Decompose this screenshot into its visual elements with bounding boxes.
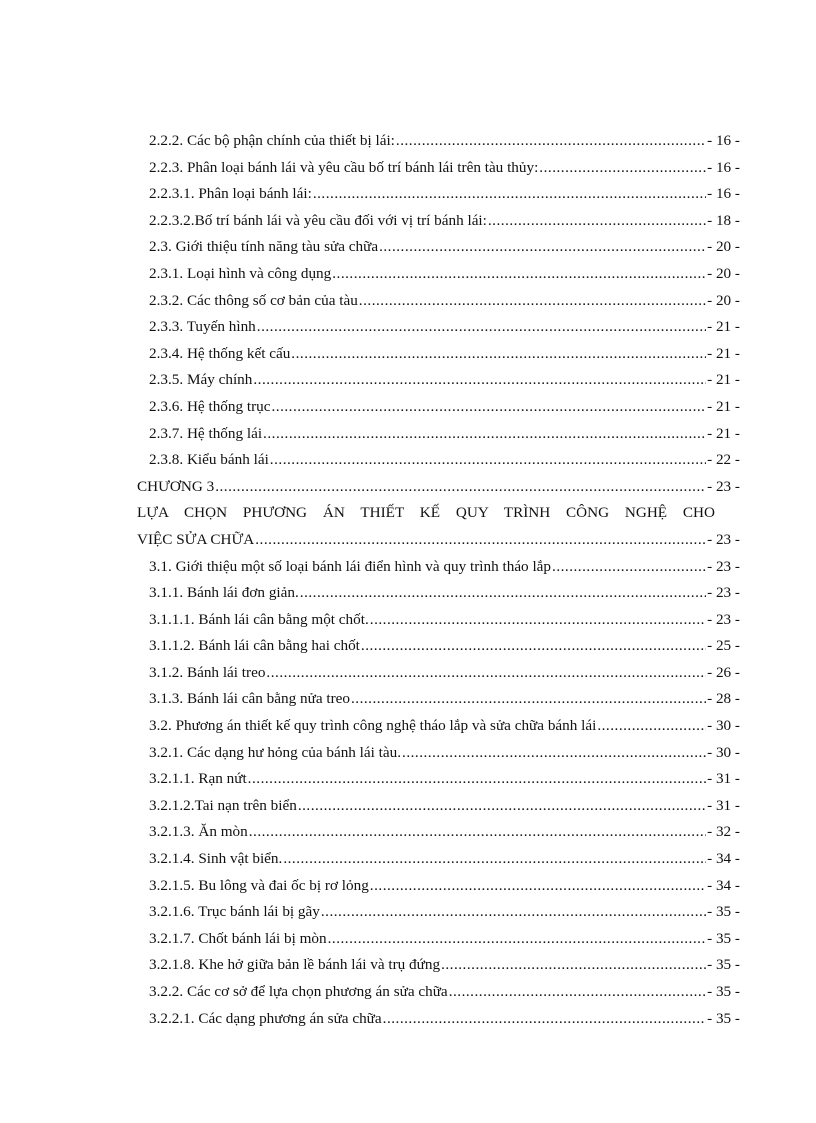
toc-entry[interactable] xyxy=(137,952,740,979)
toc-entry[interactable] xyxy=(137,394,740,421)
toc-leader-dots xyxy=(383,1006,706,1033)
toc-entry[interactable] xyxy=(137,288,740,315)
toc-entry-page: - 31 - xyxy=(707,770,740,788)
toc-entry[interactable] xyxy=(137,128,740,155)
toc-entry-text: 2.2.3.1. Phân loại bánh lái: xyxy=(149,185,312,203)
toc-entry-page: - 20 - xyxy=(707,238,740,256)
toc-entry[interactable] xyxy=(137,926,740,953)
toc-entry-text: 3.2.1. Các dạng hư hỏng của bánh lái tàu. xyxy=(149,743,402,761)
toc-entry-page: - 18 - xyxy=(707,211,740,229)
toc-entry-page: - 16 - xyxy=(707,158,740,176)
toc-entry-text: 3.2.1.6. Trục bánh lái bị gãy xyxy=(149,903,320,921)
toc-leader-dots xyxy=(313,181,706,208)
toc-leader-dots xyxy=(215,474,706,501)
toc-entry-page: - 21 - xyxy=(707,344,740,362)
toc-leader-dots xyxy=(396,128,706,155)
toc-leader-dots xyxy=(449,979,706,1006)
toc-leader-dots xyxy=(552,554,706,581)
toc-entry-page: - 28 - xyxy=(707,690,740,708)
toc-entry-text: 3.2.1.1. Rạn nứt xyxy=(149,770,247,788)
toc-entry-page: - 30 - xyxy=(707,717,740,735)
toc-leader-dots xyxy=(298,793,706,820)
toc-entry[interactable] xyxy=(137,713,740,740)
toc-entry-text: 3.1.1.1. Bánh lái cân bằng một chốt. xyxy=(149,610,369,628)
toc-leader-dots xyxy=(291,341,706,368)
toc-entry-page: - 32 - xyxy=(707,823,740,841)
toc-leader-dots xyxy=(263,421,706,448)
toc-leader-dots xyxy=(257,314,706,341)
toc-chapter-title-entry[interactable] xyxy=(137,527,740,554)
toc-entry[interactable] xyxy=(137,740,740,767)
toc-entry-text: 3.2.1.2.Tai nạn trên biển xyxy=(149,796,297,814)
toc-entry-text: 3.2.2.1. Các dạng phương án sửa chữa xyxy=(149,1009,382,1027)
toc-entry-page: - 21 - xyxy=(707,397,740,415)
toc-entry-page: - 35 - xyxy=(707,983,740,1000)
toc-entry-page: - 35 - xyxy=(707,1009,740,1027)
toc-entry-text: 2.3.7. Hệ thống lái xyxy=(149,424,263,442)
toc-entry-text: CHƯƠNG 3 xyxy=(137,477,215,495)
toc-entry-text: 2.3.5. Máy chính xyxy=(149,371,253,389)
toc-entry[interactable] xyxy=(137,607,740,634)
toc-entry[interactable] xyxy=(137,580,740,607)
toc-entry[interactable] xyxy=(137,234,740,261)
toc-leader-dots xyxy=(539,155,706,182)
toc-entry-page: - 23 - xyxy=(707,477,740,495)
toc-entry[interactable] xyxy=(137,181,740,208)
toc-entry-page: - 20 - xyxy=(707,291,740,309)
toc-leader-dots xyxy=(332,261,706,288)
toc-entry-page: - 30 - xyxy=(707,743,740,761)
toc-leader-dots xyxy=(351,686,706,713)
toc-leader-dots xyxy=(255,527,706,554)
toc-entry[interactable] xyxy=(137,846,740,873)
toc-leader-dots xyxy=(328,926,706,953)
toc-entry-text: 2.3.3. Tuyến hình xyxy=(149,318,256,336)
toc-entry[interactable] xyxy=(137,873,740,900)
toc-entry[interactable] xyxy=(137,899,740,926)
toc-leader-dots xyxy=(370,607,706,634)
toc-entry-page: - 21 - xyxy=(707,318,740,336)
toc-entry-text: 3.2.1.5. Bu lông và đai ốc bị rơ lỏng xyxy=(149,876,369,894)
table-of-contents xyxy=(137,128,740,1032)
toc-leader-dots xyxy=(266,660,706,687)
toc-entry-page: - 35 - xyxy=(707,903,740,921)
toc-entry-page: - 21 - xyxy=(707,371,740,389)
toc-entry-text: 3.2.1.8. Khe hở giữa bản lề bánh lái và trụ đứng xyxy=(149,956,441,974)
toc-entry-page: - 35 - xyxy=(707,956,740,974)
toc-leader-dots xyxy=(283,846,706,873)
toc-entry-text: 3.2.1.4. Sinh vật biển. xyxy=(149,850,283,868)
toc-chapter-title-line1[interactable]: LỰA CHỌN PHƯƠNG ÁN THIẾT KẾ QUY TRÌNH CÔNG NGHỆ CHO xyxy=(137,504,715,522)
toc-entry-page: - 25 - xyxy=(707,637,740,655)
toc-leader-dots xyxy=(248,766,706,793)
toc-entry[interactable] xyxy=(137,447,740,474)
toc-leader-dots xyxy=(270,447,706,474)
toc-leader-dots xyxy=(441,952,706,979)
toc-entry-text: 3.1. Giới thiệu một số loại bánh lái điển hình và quy trình tháo lắp xyxy=(149,557,552,575)
toc-leader-dots xyxy=(271,394,706,421)
toc-entry[interactable] xyxy=(137,261,740,288)
toc-entry[interactable] xyxy=(137,554,740,581)
toc-entry-page: - 23 - xyxy=(707,610,740,628)
toc-entry[interactable] xyxy=(137,766,740,793)
toc-leader-dots xyxy=(379,234,706,261)
toc-entry-text: 3.1.1. Bánh lái đơn giản. xyxy=(149,584,299,602)
toc-leader-dots xyxy=(488,208,706,235)
toc-entry-page: - 16 - xyxy=(707,132,740,149)
toc-leader-dots xyxy=(597,713,706,740)
toc-chapter-entry[interactable] xyxy=(137,474,740,501)
toc-entry[interactable] xyxy=(137,314,740,341)
toc-entry[interactable] xyxy=(137,793,740,820)
toc-entry[interactable] xyxy=(137,341,740,368)
toc-entry-text: 2.2.2. Các bộ phận chính của thiết bị lái: xyxy=(149,132,395,149)
toc-entry-text: 2.3.8. Kiểu bánh lái xyxy=(149,451,269,469)
toc-leader-dots xyxy=(253,367,706,394)
toc-leader-dots xyxy=(402,740,706,767)
toc-entry[interactable] xyxy=(137,660,740,687)
toc-entry-page: - 23 - xyxy=(707,584,740,602)
toc-leader-dots xyxy=(361,633,706,660)
toc-entry-page: - 20 - xyxy=(707,264,740,282)
toc-entry-page: - 26 - xyxy=(707,663,740,681)
toc-entry-text: 3.1.1.2. Bánh lái cân bằng hai chốt xyxy=(149,637,360,655)
toc-leader-dots xyxy=(321,899,706,926)
toc-entry[interactable] xyxy=(137,686,740,713)
toc-entry-text: 2.2.3.2.Bố trí bánh lái và yêu cầu đối với vị trí bánh lái: xyxy=(149,211,487,229)
toc-entry-text: 3.1.3. Bánh lái cân bằng nửa treo xyxy=(149,690,350,708)
toc-entry-page: - 31 - xyxy=(707,796,740,814)
toc-entry[interactable] xyxy=(137,421,740,448)
toc-entry-text: 2.3.6. Hệ thống trục xyxy=(149,397,271,415)
toc-entry-text: 3.2. Phương án thiết kế quy trình công nghệ tháo lắp và sửa chữa bánh lái xyxy=(149,717,597,735)
toc-entry-page: - 21 - xyxy=(707,424,740,442)
toc-leader-dots xyxy=(249,819,706,846)
toc-leader-dots xyxy=(359,288,706,315)
toc-entry-page: - 22 - xyxy=(707,451,740,469)
toc-entry-text: 2.2.3. Phân loại bánh lái và yêu cầu bố trí bánh lái trên tàu thủy: xyxy=(149,158,539,176)
toc-entry-page: - 34 - xyxy=(707,876,740,894)
toc-entry-text: 3.2.1.3. Ăn mòn xyxy=(149,823,248,841)
toc-entry-page: - 16 - xyxy=(707,185,740,203)
toc-entry[interactable] xyxy=(137,367,740,394)
toc-entry-text: 2.3. Giới thiệu tính năng tàu sửa chữa xyxy=(149,238,379,256)
toc-entry[interactable] xyxy=(137,979,740,1006)
toc-entry-text: 2.3.2. Các thông số cơ bản của tàu xyxy=(149,291,358,309)
toc-entry-text: 2.3.1. Loại hình và công dụng xyxy=(149,264,332,282)
toc-entry-text: 3.2.2. Các cơ sở để lựa chọn phương án sửa chữa xyxy=(149,983,448,1000)
toc-leader-dots xyxy=(370,873,706,900)
toc-entry-page: - 34 - xyxy=(707,850,740,868)
toc-entry-text: 3.2.1.7. Chốt bánh lái bị mòn xyxy=(149,929,327,947)
toc-entry[interactable] xyxy=(137,155,740,182)
toc-entry-text: 3.1.2. Bánh lái treo xyxy=(149,663,266,681)
toc-leader-dots xyxy=(300,580,706,607)
toc-entry-page: - 23 - xyxy=(707,557,740,575)
toc-entry-page: - 35 - xyxy=(707,929,740,947)
toc-entry[interactable] xyxy=(137,208,740,235)
toc-entry-text: 2.3.4. Hệ thống kết cấu xyxy=(149,344,291,362)
toc-entry[interactable] xyxy=(137,633,740,660)
toc-entry[interactable] xyxy=(137,1006,740,1033)
toc-chapter-title-line2: VIỆC SỬA CHỮA xyxy=(137,530,255,548)
toc-entry[interactable] xyxy=(137,819,740,846)
toc-entry-page: - 23 - xyxy=(707,530,740,548)
